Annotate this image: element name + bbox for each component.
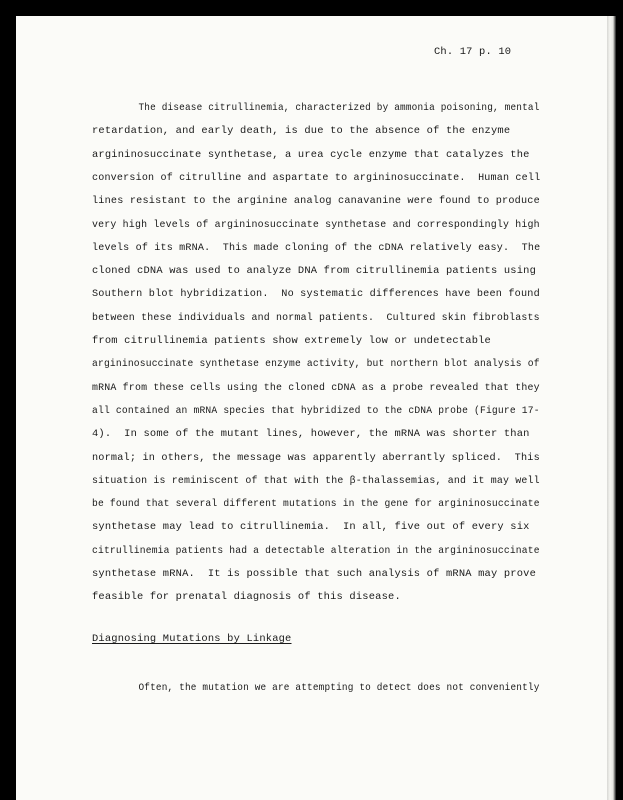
paragraph-line: mRNA from these cells using the cloned cDNA as a probe revealed that they	[92, 381, 540, 394]
paragraph-line: from citrullinemia patients show extremely low or undetectable	[92, 335, 491, 347]
page-edge	[607, 16, 616, 800]
paragraph-line: levels of its mRNA. This made cloning of the cDNA relatively easy. The	[92, 241, 541, 254]
paragraph-line: all contained an mRNA species that hybridized to the cDNA probe (Figure 17-	[92, 404, 540, 417]
paragraph-line: situation is reminiscent of that with the β-thalassemias, and it may well	[92, 474, 540, 487]
paragraph-line: The disease citrullinemia, characterized by ammonia poisoning, mental	[92, 102, 540, 114]
paragraph-line: Often, the mutation we are attempting to detect does not conveniently	[92, 682, 540, 694]
paragraph-line: argininosuccinate synthetase, a urea cycle enzyme that catalyzes the	[92, 148, 530, 161]
paragraph-line: feasible for prenatal diagnosis of this disease.	[92, 591, 401, 604]
paragraph-line: synthetase mRNA. It is possible that such analysis of mRNA may prove	[92, 568, 537, 580]
paragraph-line: argininosuccinate synthetase enzyme activity, but northern blot analysis of	[92, 358, 540, 371]
paragraph-line: retardation, and early death, is due to the absence of the enzyme	[92, 125, 511, 138]
section-heading: Diagnosing Mutations by Linkage	[92, 633, 292, 645]
paragraph-line: very high levels of argininosuccinate synthetase and correspondingly high	[92, 218, 540, 231]
paragraph-line: be found that several different mutations in the gene for argininosuccinate	[92, 498, 540, 511]
paragraph-line: cloned cDNA was used to analyze DNA from citrullinemia patients using	[92, 265, 537, 278]
paragraph-line: normal; in others, the message was apparently aberrantly spliced. This	[92, 451, 540, 464]
paragraph-line: lines resistant to the arginine analog canavanine were found to produce	[92, 195, 540, 208]
paragraph-line: 4). In some of the mutant lines, however, the mRNA was shorter than	[92, 428, 530, 441]
paragraph-line: synthetase may lead to citrullinemia. In all, five out of every six	[92, 521, 530, 534]
paragraph-line: Southern blot hybridization. No systematic differences have been found	[92, 288, 540, 301]
paragraph-line: between these individuals and normal patients. Cultured skin fibroblasts	[92, 311, 540, 324]
page-number: Ch. 17 p. 10	[434, 46, 512, 58]
paragraph-line: conversion of citrulline and aspartate to argininosuccinate. Human cell	[92, 171, 541, 184]
paragraph-line: citrullinemia patients had a detectable alteration in the argininosuccinate	[92, 544, 540, 557]
